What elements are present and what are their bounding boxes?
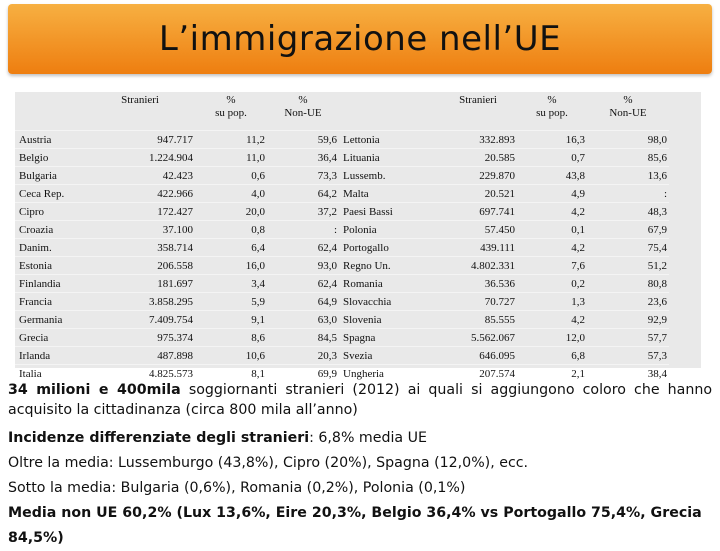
pct-pop-value: 9,1 [195,311,267,329]
header-empty-left [15,92,91,131]
pct-pop-value: 8,6 [195,329,267,347]
pct-nonue-value: 64,9 [267,293,339,311]
title-bar [8,4,712,74]
header-pct-nonue-left [267,92,339,131]
stranieri-value: 172.427 [91,203,195,221]
immigration-table [15,92,701,380]
pct-nonue-value: 51,2 [587,257,669,275]
header-pct-nonue-label: Non-UE [284,107,322,119]
pct-nonue-value: 48,3 [587,203,669,221]
country-name: Cipro [15,203,91,221]
pct-nonue-value: 62,4 [267,239,339,257]
stranieri-value: 646.095 [425,347,517,365]
header-pct-nonue-right [587,92,669,131]
pct-pop-value: 11,0 [195,149,267,167]
table-row [15,185,669,203]
stranieri-value: 3.858.295 [91,293,195,311]
header-pct-symbol: % [298,94,308,106]
country-name: Belgio [15,149,91,167]
pct-nonue-value: 38,4 [587,365,669,383]
country-name: Danim. [15,239,91,257]
pct-pop-value: 0,7 [517,149,587,167]
header-stranieri-right: Stranieri [459,94,497,106]
paragraph-incidence [8,426,712,451]
table-row [15,347,669,365]
total-foreigners-desc: soggiornanti stranieri (2012) ai quali si aggiungono coloro che hanno [180,382,712,398]
header-pct-pop-label: su pop. [536,107,568,119]
country-name: Svezia [339,347,425,365]
paragraph-below-average: Sotto la media: Bulgaria (0,6%), Romania (0,2%), Polonia (0,1%) [8,480,466,496]
pct-pop-value: 11,2 [195,131,267,149]
pct-nonue-value: 64,2 [267,185,339,203]
pct-nonue-value: 69,9 [267,365,339,383]
pct-nonue-value: 36,4 [267,149,339,167]
country-name: Francia [15,293,91,311]
pct-nonue-value: : [587,185,669,203]
country-name: Austria [15,131,91,149]
pct-nonue-value: 84,5 [267,329,339,347]
table-row [15,311,669,329]
table-row [15,167,669,185]
pct-nonue-value: 57,7 [587,329,669,347]
header-pct-pop-right [517,92,587,131]
pct-pop-value: 20,0 [195,203,267,221]
pct-pop-value: 1,3 [517,293,587,311]
table-row [15,329,669,347]
table-row [15,293,669,311]
pct-pop-value: 4,9 [517,185,587,203]
stranieri-value: 70.727 [425,293,517,311]
incidence-label: Incidenze differenziate degli stranieri [8,430,310,446]
stranieri-value: 57.450 [425,221,517,239]
pct-nonue-value: 20,3 [267,347,339,365]
pct-pop-value: 5,9 [195,293,267,311]
pct-nonue-value: 67,9 [587,221,669,239]
stranieri-value: 37.100 [91,221,195,239]
country-name: Paesi Bassi [339,203,425,221]
table-header-row [15,92,669,131]
table-row [15,257,669,275]
pct-pop-value: 0,8 [195,221,267,239]
header-pct-nonue-label: Non-UE [609,107,647,119]
pct-nonue-value: 73,3 [267,167,339,185]
stranieri-value: 4.825.573 [91,365,195,383]
country-name: Finlandia [15,275,91,293]
stranieri-value: 975.374 [91,329,195,347]
country-name: Slovenia [339,311,425,329]
country-name: Lettonia [339,131,425,149]
header-empty-right [339,92,425,131]
country-name: Estonia [15,257,91,275]
pct-pop-value: 2,1 [517,365,587,383]
table-body [15,131,669,383]
country-name: Bulgaria [15,167,91,185]
stranieri-value: 422.966 [91,185,195,203]
stranieri-value: 42.423 [91,167,195,185]
pct-pop-value: 16,0 [195,257,267,275]
pct-pop-value: 8,1 [195,365,267,383]
stranieri-value: 487.898 [91,347,195,365]
table-row [15,149,669,167]
country-name: Ceca Rep. [15,185,91,203]
stranieri-value: 697.741 [425,203,517,221]
pct-nonue-value: 92,9 [587,311,669,329]
country-name: Grecia [15,329,91,347]
pct-nonue-value: 62,4 [267,275,339,293]
pct-pop-value: 3,4 [195,275,267,293]
pct-nonue-value: 37,2 [267,203,339,221]
stranieri-value: 207.574 [425,365,517,383]
stranieri-value: 229.870 [425,167,517,185]
stranieri-value: 7.409.754 [91,311,195,329]
table-row [15,221,669,239]
pct-nonue-value: 80,8 [587,275,669,293]
header-pct-symbol: % [547,94,557,106]
pct-pop-value: 4,2 [517,311,587,329]
stranieri-value: 36.536 [425,275,517,293]
stranieri-value: 206.558 [91,257,195,275]
pct-nonue-value: 75,4 [587,239,669,257]
pct-nonue-value: 85,6 [587,149,669,167]
country-name: Germania [15,311,91,329]
stranieri-value: 20.521 [425,185,517,203]
stranieri-value: 1.224.904 [91,149,195,167]
pct-nonue-value: 57,3 [587,347,669,365]
stranieri-value: 5.562.067 [425,329,517,347]
header-pct-symbol: % [623,94,633,106]
paragraph-non-eu-average: Media non UE 60,2% (Lux 13,6%, Eire 20,3%, Belgio 36,4% vs Portogallo 75,4%, Grecia 84,5%) [8,505,702,546]
country-name: Portogallo [339,239,425,257]
stranieri-value: 181.697 [91,275,195,293]
pct-pop-value: 4,2 [517,239,587,257]
pct-nonue-value: 59,6 [267,131,339,149]
pct-pop-value: 0,1 [517,221,587,239]
pct-pop-value: 12,0 [517,329,587,347]
pct-pop-value: 16,3 [517,131,587,149]
stranieri-value: 332.893 [425,131,517,149]
pct-pop-value: 10,6 [195,347,267,365]
text-block [8,380,712,551]
pct-pop-value: 7,6 [517,257,587,275]
pct-pop-value: 0,6 [195,167,267,185]
header-pct-pop-label: su pop. [215,107,247,119]
table-row [15,131,669,149]
stranieri-value: 358.714 [91,239,195,257]
pct-nonue-value: 13,6 [587,167,669,185]
country-name: Malta [339,185,425,203]
pct-nonue-value: : [267,221,339,239]
pct-pop-value: 6,8 [517,347,587,365]
paragraph-total-foreigners [8,380,712,400]
country-name: Regno Un. [339,257,425,275]
country-name: Lussemb. [339,167,425,185]
country-name: Slovacchia [339,293,425,311]
country-name: Spagna [339,329,425,347]
pct-pop-value: 4,2 [517,203,587,221]
pct-nonue-value: 93,0 [267,257,339,275]
country-name: Italia [15,365,91,383]
stranieri-value: 85.555 [425,311,517,329]
pct-pop-value: 0,2 [517,275,587,293]
country-name: Croazia [15,221,91,239]
page-title: L’immigrazione nell’UE [158,19,562,59]
header-stranieri-left: Stranieri [121,94,159,106]
data-table [15,92,669,382]
country-name: Lituania [339,149,425,167]
country-name: Ungheria [339,365,425,383]
pct-nonue-value: 63,0 [267,311,339,329]
stranieri-value: 4.802.331 [425,257,517,275]
total-foreigners-figure: 34 milioni e 400mila [8,382,181,398]
header-pct-pop-left [195,92,267,131]
stranieri-value: 439.111 [425,239,517,257]
pct-pop-value: 4,0 [195,185,267,203]
pct-pop-value: 6,4 [195,239,267,257]
pct-nonue-value: 23,6 [587,293,669,311]
stranieri-value: 20.585 [425,149,517,167]
header-pct-symbol: % [226,94,236,106]
country-name: Romania [339,275,425,293]
table-row [15,275,669,293]
pct-nonue-value: 98,0 [587,131,669,149]
stranieri-value: 947.717 [91,131,195,149]
paragraph-above-average: Oltre la media: Lussemburgo (43,8%), Cipro (20%), Spagna (12,0%), ecc. [8,455,529,471]
table-row [15,203,669,221]
country-name: Irlanda [15,347,91,365]
table-row [15,239,669,257]
pct-pop-value: 43,8 [517,167,587,185]
paragraph-citizenship: acquisito la cittadinanza (circa 800 mila all’anno) [8,402,358,418]
country-name: Polonia [339,221,425,239]
incidence-value: : 6,8% media UE [309,430,427,446]
